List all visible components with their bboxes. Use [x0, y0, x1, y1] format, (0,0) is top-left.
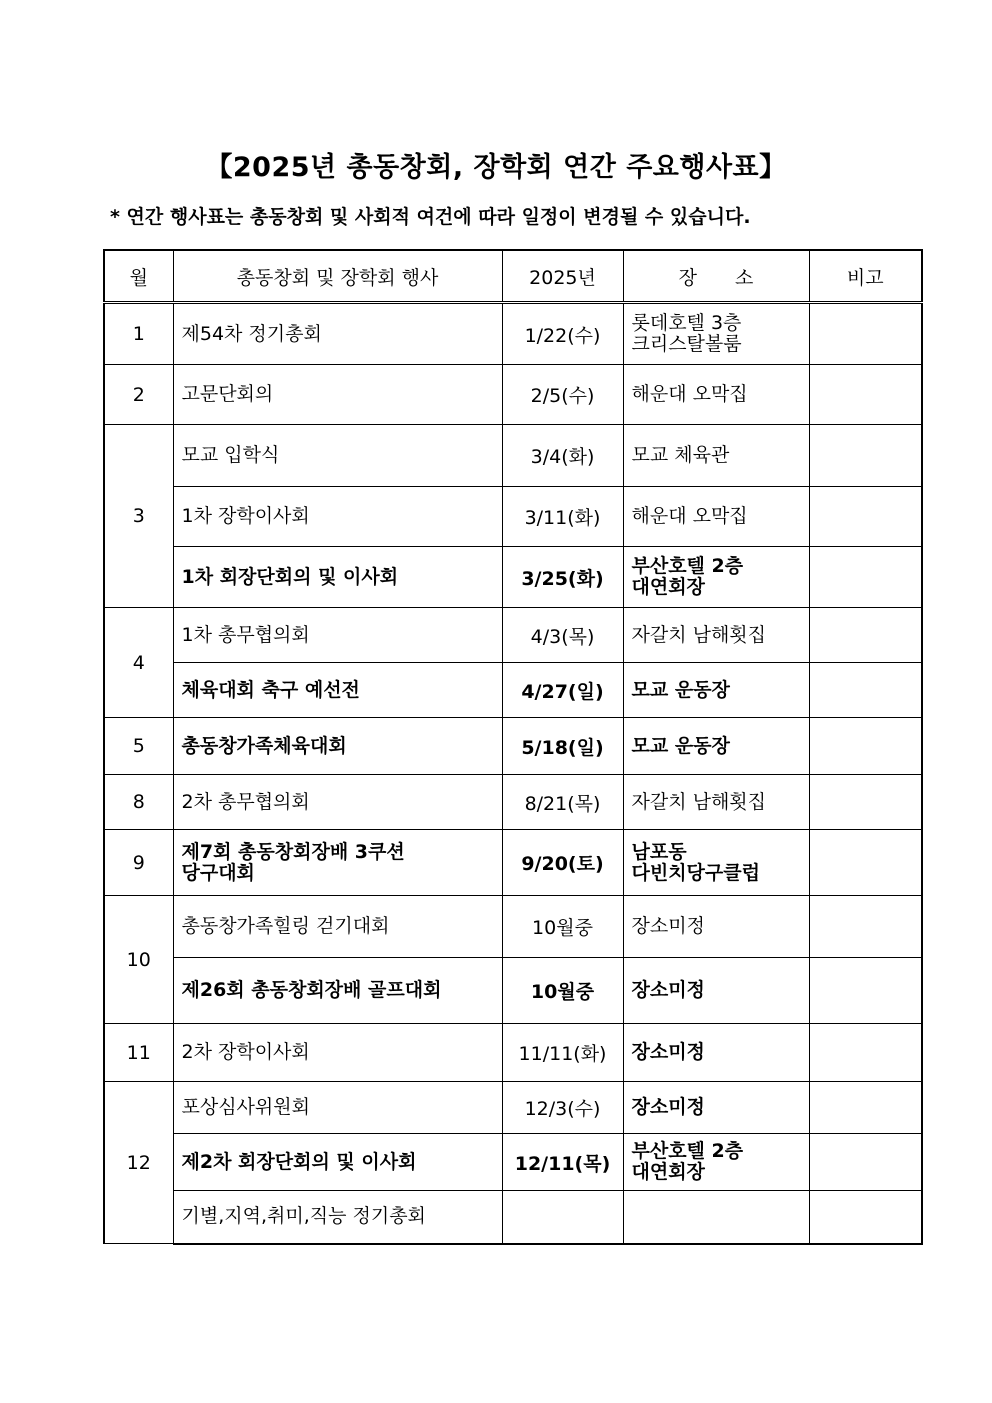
event-cell: 고문단회의	[173, 365, 502, 425]
place-cell	[623, 547, 809, 608]
note-cell	[809, 958, 922, 1024]
place-cell: 자갈치 남해횟집	[623, 608, 809, 663]
note-cell	[809, 1134, 922, 1191]
note-cell	[809, 718, 922, 775]
table-row	[104, 1191, 922, 1244]
place-cell	[623, 830, 809, 896]
event-line-1: 제7회 총동창회장배 3쿠션	[181, 840, 405, 863]
table-row	[104, 830, 922, 896]
table-row	[104, 547, 922, 608]
table-row	[104, 1134, 922, 1191]
place-cell: 장소미정	[623, 1024, 809, 1082]
date-cell: 12/11(목)	[502, 1134, 623, 1191]
event-cell: 2차 총무협의회	[173, 775, 502, 830]
note-cell	[809, 663, 922, 718]
place-cell	[623, 1191, 809, 1244]
table-row	[104, 303, 922, 365]
date-cell: 11/11(화)	[502, 1024, 623, 1082]
table-row	[104, 1082, 922, 1134]
note-cell	[809, 365, 922, 425]
event-cell: 1차 회장단회의 및 이사회	[173, 547, 502, 608]
place-line-2: 대연회장	[631, 576, 705, 598]
event-line-2: 당구대회	[181, 861, 255, 884]
date-cell: 2/5(수)	[502, 365, 623, 425]
date-cell: 9/20(토)	[502, 830, 623, 896]
place-cell: 장소미정	[623, 958, 809, 1024]
month-cell: 5	[104, 718, 173, 775]
event-cell: 총동창가족힐링 걷기대회	[173, 896, 502, 958]
month-cell: 2	[104, 365, 173, 425]
note-cell	[809, 830, 922, 896]
place-line-2: 다빈치당구클럽	[631, 861, 760, 884]
table-row	[104, 718, 922, 775]
date-cell: 8/21(목)	[502, 775, 623, 830]
note-cell	[809, 425, 922, 487]
date-cell: 4/27(일)	[502, 663, 623, 718]
place-cell: 모교 운동장	[623, 718, 809, 775]
header-note: 비고	[809, 250, 922, 303]
month-cell: 3	[104, 425, 173, 608]
event-cell: 2차 장학이사회	[173, 1024, 502, 1082]
note-cell	[809, 1082, 922, 1134]
event-cell: 체육대회 축구 예선전	[173, 663, 502, 718]
note-cell	[809, 303, 922, 365]
note-cell	[809, 487, 922, 547]
event-schedule-table	[103, 249, 923, 1245]
table-row	[104, 775, 922, 830]
month-cell: 1	[104, 303, 173, 365]
place-cell: 장소미정	[623, 1082, 809, 1134]
month-cell: 9	[104, 830, 173, 896]
event-cell: 기별,지역,취미,직능 정기총회	[173, 1191, 502, 1244]
month-cell: 11	[104, 1024, 173, 1082]
date-cell	[502, 1191, 623, 1244]
event-cell	[173, 830, 502, 896]
month-cell: 4	[104, 608, 173, 718]
date-cell: 3/25(화)	[502, 547, 623, 608]
event-cell: 제54차 정기총회	[173, 303, 502, 365]
event-cell: 1차 장학이사회	[173, 487, 502, 547]
place-cell: 모교 체육관	[623, 425, 809, 487]
schedule-notice: * 연간 행사표는 총동창회 및 사회적 여건에 따라 일정이 변경될 수 있습니다.	[110, 206, 751, 228]
month-cell: 12	[104, 1082, 173, 1244]
table-row	[104, 487, 922, 547]
event-cell: 제2차 회장단회의 및 이사회	[173, 1134, 502, 1191]
table-row	[104, 896, 922, 958]
table-row	[104, 608, 922, 663]
header-event: 총동창회 및 장학회 행사	[173, 250, 502, 303]
table-row	[104, 1024, 922, 1082]
event-cell: 총동창가족체육대회	[173, 718, 502, 775]
table-header-row	[104, 250, 922, 303]
event-cell: 제26회 총동창회장배 골프대회	[173, 958, 502, 1024]
date-cell: 10월중	[502, 896, 623, 958]
table-row	[104, 365, 922, 425]
place-line-1: 부산호텔 2층	[631, 555, 744, 577]
date-cell: 5/18(일)	[502, 718, 623, 775]
place-cell	[623, 303, 809, 365]
place-cell: 해운대 오막집	[623, 487, 809, 547]
date-cell: 4/3(목)	[502, 608, 623, 663]
place-line-2: 대연회장	[631, 1161, 705, 1183]
note-cell	[809, 896, 922, 958]
page-title: 【2025년 총동창회, 장학회 연간 주요행사표】	[205, 152, 787, 183]
event-cell: 모교 입학식	[173, 425, 502, 487]
table-row	[104, 663, 922, 718]
place-cell: 장소미정	[623, 896, 809, 958]
place-cell: 해운대 오막집	[623, 365, 809, 425]
date-cell: 3/11(화)	[502, 487, 623, 547]
place-line-2: 크리스탈볼룸	[631, 333, 742, 355]
header-date: 2025년	[502, 250, 623, 303]
month-cell: 8	[104, 775, 173, 830]
header-place: 장 소	[623, 250, 809, 303]
place-line-1: 남포동	[631, 840, 687, 863]
month-cell: 10	[104, 896, 173, 1024]
note-cell	[809, 547, 922, 608]
place-line-1: 롯데호텔 3층	[631, 312, 742, 334]
note-cell	[809, 1191, 922, 1244]
note-cell	[809, 775, 922, 830]
note-cell	[809, 608, 922, 663]
date-cell: 3/4(화)	[502, 425, 623, 487]
table-row	[104, 425, 922, 487]
place-line-1: 부산호텔 2층	[631, 1140, 744, 1162]
table-row	[104, 958, 922, 1024]
note-cell	[809, 1024, 922, 1082]
place-cell	[623, 1134, 809, 1191]
place-cell: 자갈치 남해횟집	[623, 775, 809, 830]
date-cell: 10월중	[502, 958, 623, 1024]
header-month: 월	[104, 250, 173, 303]
date-cell: 12/3(수)	[502, 1082, 623, 1134]
event-cell: 1차 총무협의회	[173, 608, 502, 663]
date-cell: 1/22(수)	[502, 303, 623, 365]
place-cell: 모교 운동장	[623, 663, 809, 718]
event-cell: 포상심사위원회	[173, 1082, 502, 1134]
